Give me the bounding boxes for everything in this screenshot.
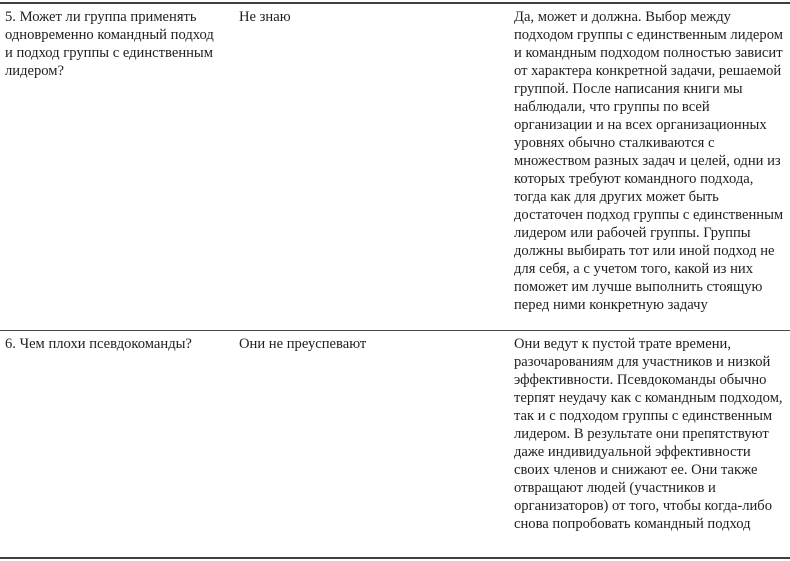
short-answer-cell: Они не преуспевают [239,336,367,352]
qa-table [0,2,790,559]
question-cell: 6. Чем плохи псевдокоманды? [5,336,192,352]
short-answer-cell: Не знаю [239,9,291,25]
table-row [0,330,790,557]
full-answer-cell: Да, может и должна. Выбор между подходом группы с единственным лидером и командным подходом полностью зависит от характера конкретной задачи, решаемой группой. После написания книги мы наблюдали, что группы по всей организации и на всех организационных уровнях обычно сталкиваются с множеством разных задач и целей, одни из которых требуют командного подхода, тогда как для других может быть достаточен подход группы с единственным лидером или рабочей группы. Группы должны выбирать тот или иной подход не для себя, а с учетом того, какой из них поможет им лучше выполнить стоящую перед ними конкретную задачу [514,9,784,313]
full-answer-cell: Они ведут к пустой трате времени, разочарованиям для участников и низкой эффективности. Псевдокоманды обычно терпят неудачу как с командным подходом, так и с подходом группы с единственным лидером. В результате они препятствуют даже индивидуальной эффективности своих членов и снижают ее. Они также отвращают людей (участников и организаторов) от того, чтобы когда-либо снова попробовать командный подход [514,336,783,532]
question-cell: 5. Может ли группа применять одновременно командный подход и подход группы с единственным лидером? [5,9,214,79]
table-row [0,4,790,330]
